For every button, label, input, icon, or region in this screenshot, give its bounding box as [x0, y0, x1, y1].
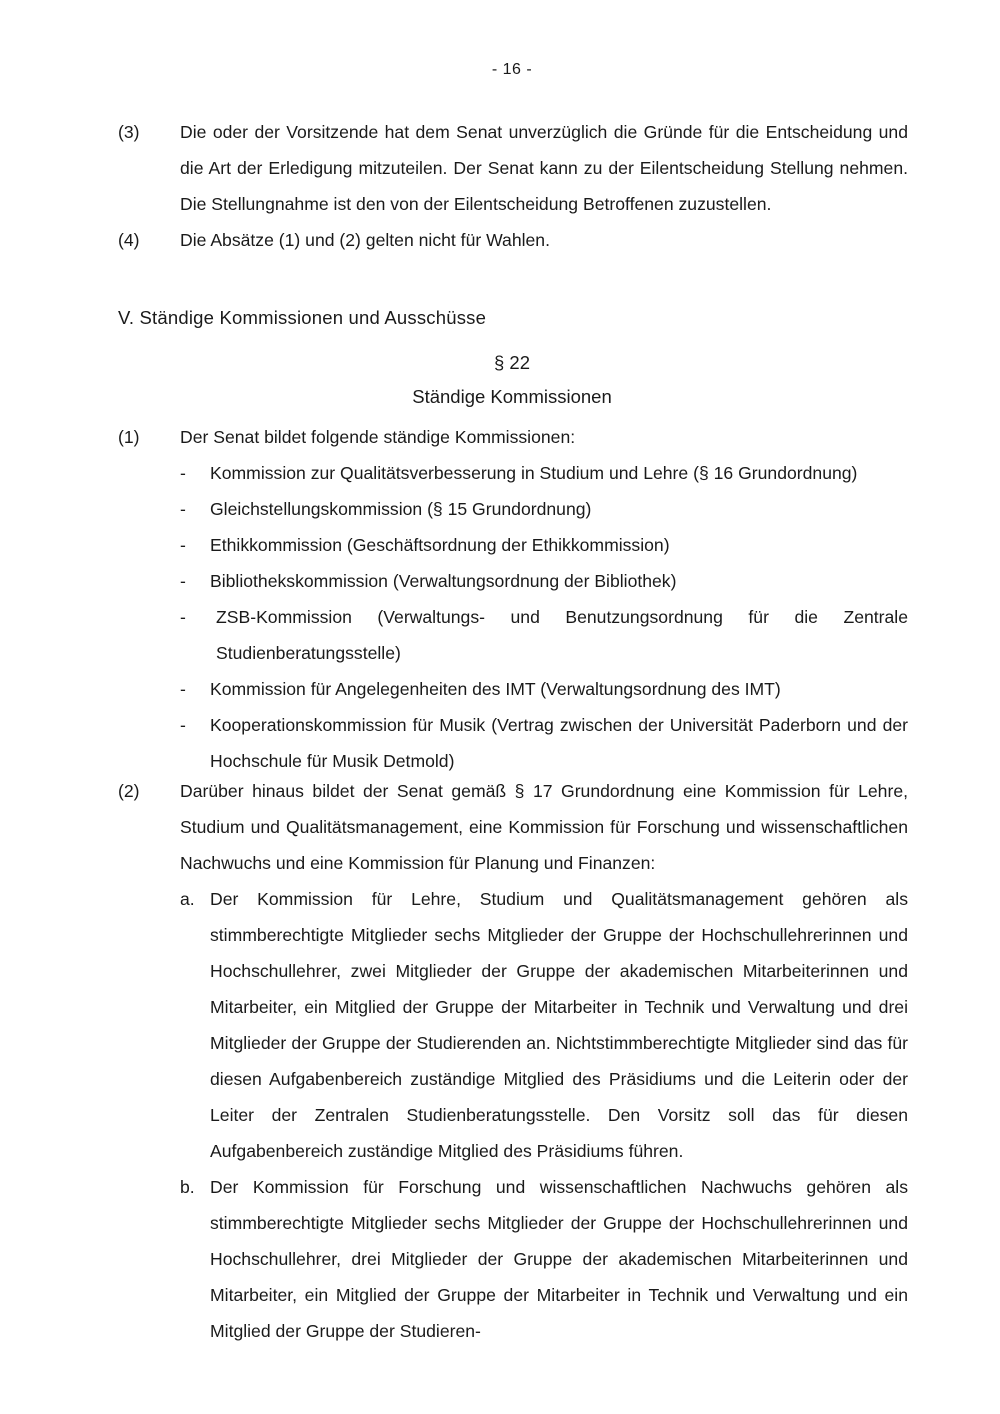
list-item-text: Ethikkommission (Geschäftsordnung der Ethikkommission)	[210, 535, 670, 555]
committee-list	[180, 881, 908, 1349]
paragraph-4	[118, 222, 908, 258]
list-item	[180, 455, 908, 491]
list-item-text: Gleichstellungskommission (§ 15 Grundordnung)	[210, 499, 592, 519]
list-item	[180, 599, 908, 671]
list-item	[180, 563, 908, 599]
dash-marker: -	[180, 535, 186, 555]
list-item-text: Kooperationskommission für Musik (Vertrag zwischen der Universität Paderborn und der Hochschule für Musik Detmold)	[210, 715, 908, 771]
list-item-text: Bibliothekskommission (Verwaltungsordnung der Bibliothek)	[210, 571, 677, 591]
paragraph-1	[118, 419, 908, 779]
paragraph-2	[118, 773, 908, 1349]
page-number: - 16 -	[491, 61, 533, 78]
list-item	[180, 1169, 908, 1349]
dash-marker: -	[180, 571, 186, 591]
list-item	[180, 881, 908, 1169]
paragraph-symbol: § 22	[493, 352, 530, 373]
list-item	[180, 527, 908, 563]
paragraph-number: (4)	[118, 230, 140, 250]
list-marker: a.	[180, 889, 195, 909]
list-item	[180, 491, 908, 527]
paragraph-text: Die Absätze (1) und (2) gelten nicht für Wahlen.	[180, 230, 550, 250]
list-item-text: Der Kommission für Lehre, Studium und Qualitätsmanagement gehören als stimmberechtigte Mitglieder sechs Mitglieder der Gruppe der Hochschullehrerinnen und Hochschullehrer, zwei Mitglieder der Gruppe der akademischen Mitarbeiterinnen und Mitarbeiter, ein Mitglied der Gruppe der Mitarbeiter in Technik und Verwaltung und drei Mitglieder der Gruppe der Studierenden an. Nichtstimmberechtigte Mitglieder sind das für diesen Aufgabenbereich zuständige Mitglied des Präsidiums und die Leiterin oder der Leiter der Zentralen Studienberatungsstelle. Den Vorsitz soll das für diesen Aufgabenbereich zuständige Mitglied des Präsidiums führen.	[210, 889, 908, 1161]
paragraph-3	[118, 114, 908, 222]
list-item-text: ZSB-Kommission (Verwaltungs- und Benutzungsordnung für die Zentrale Studienberatungsstelle)	[216, 607, 908, 663]
list-item	[180, 707, 908, 779]
paragraph-text: Die oder der Vorsitzende hat dem Senat unverzüglich die Gründe für die Entscheidung und die Art der Erledigung mitzuteilen. Der Senat kann zu der Eilentscheidung Stellung nehmen. Die Stellungnahme ist den von der Eilentscheidung Betroffenen zuzustellen.	[180, 122, 908, 214]
dash-marker: -	[180, 715, 186, 735]
list-item-text: Der Kommission für Forschung und wissenschaftlichen Nachwuchs gehören als stimmberechtigte Mitglieder sechs Mitglieder der Gruppe der Hochschullehrerinnen und Hochschullehrer, drei Mitglieder der Gruppe der akademischen Mitarbeiterinnen und Mitarbeiter, ein Mitglied der Gruppe der Mitarbeiter in Technik und Verwaltung und ein Mitglied der Gruppe der Studieren-	[210, 1177, 908, 1341]
paragraph-number: (2)	[118, 781, 140, 801]
section-title: V. Ständige Kommissionen und Ausschüsse	[118, 307, 487, 328]
list-item-text: Kommission für Angelegenheiten des IMT (Verwaltungsordnung des IMT)	[210, 679, 781, 699]
list-item	[180, 671, 908, 707]
paragraph-number: (3)	[118, 122, 140, 142]
dash-marker: -	[180, 607, 186, 627]
dash-marker: -	[180, 679, 186, 699]
paragraph-number: (1)	[118, 427, 140, 447]
dash-marker: -	[180, 499, 186, 519]
paragraph-intro: Darüber hinaus bildet der Senat gemäß § 17 Grundordnung eine Kommission für Lehre, Studium und Qualitätsmanagement, eine Kommission für Forschung und wissenschaftlichen Nachwuchs und eine Kommission für Planung und Finanzen:	[180, 781, 908, 873]
list-item-text: Kommission zur Qualitätsverbesserung in Studium und Lehre (§ 16 Grundordnung)	[210, 463, 858, 483]
paragraph-heading: Ständige Kommissionen	[412, 386, 612, 407]
paragraph-intro: Der Senat bildet folgende ständige Kommissionen:	[180, 427, 576, 447]
list-marker: b.	[180, 1177, 195, 1197]
dash-marker: -	[180, 463, 186, 483]
commission-list	[180, 455, 908, 779]
